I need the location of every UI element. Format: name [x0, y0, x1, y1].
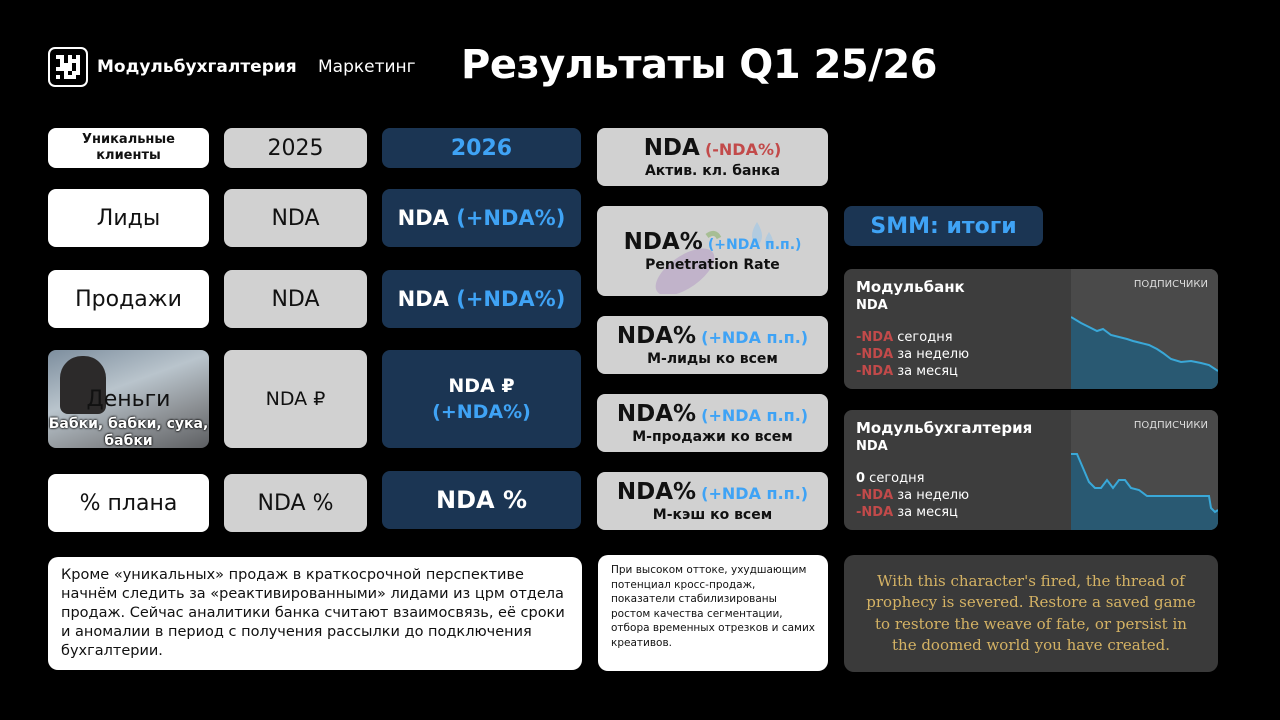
metric-penetration-rate: NDA% (+NDA п.п.) Penetration Rate — [597, 206, 828, 296]
row-label-sales: Продажи — [48, 270, 209, 328]
subscribers-chart — [1071, 410, 1218, 530]
smm-stat-today: -NDA сегодня — [856, 330, 953, 345]
smm-stat-month: -NDA за месяц — [856, 505, 958, 520]
smm-stat-week: -NDA за неделю — [856, 347, 970, 362]
row-label-leads: Лиды — [48, 189, 209, 247]
money-2026: NDA ₽ (+NDA%) — [382, 350, 581, 448]
note-cross-sales: При высоком оттоке, ухудшающим потенциал кросс-продаж, показатели стабилизированы ростом качества сегментации, отбора временных отрезков и самих креативов. — [598, 555, 828, 671]
plan-2025: NDA % — [224, 474, 367, 532]
money-2025: NDA ₽ — [224, 350, 367, 448]
smm-card-value: NDA — [856, 439, 888, 454]
row-label-money: Деньги — [86, 387, 171, 412]
year-prev-header: 2025 — [224, 128, 367, 168]
smm-card-modulbuh — [844, 410, 1218, 530]
brand-name: Модульбухгалтерия — [97, 57, 297, 77]
table-header-label: Уникальные клиенты — [48, 128, 209, 168]
qr-logo-icon — [48, 47, 88, 87]
smm-card-name: Модульбанк — [856, 278, 965, 296]
leads-2025: NDA — [224, 189, 367, 247]
chart-label: ПОДПИСЧИКИ — [1133, 279, 1208, 290]
page-title: Результаты Q1 25/26 — [461, 42, 938, 88]
subscribers-area — [1071, 410, 1218, 530]
subscribers-area — [1071, 269, 1218, 389]
plan-2026: NDA % — [382, 471, 581, 529]
money-meme-image — [48, 350, 209, 448]
smm-card-value: NDA — [856, 298, 888, 313]
smm-title: SMM: итоги — [844, 206, 1043, 246]
smm-stat-week: -NDA за неделю — [856, 488, 970, 503]
metric-m-leads: NDA% (+NDA п.п.) М-лиды ко всем — [597, 316, 828, 374]
metric-active-clients: NDA (-NDA%) Актив. кл. банка — [597, 128, 828, 186]
meme-caption: Бабки, бабки, сука, бабки — [48, 416, 209, 448]
sales-2026: NDA (+NDA%) — [382, 270, 581, 328]
smm-stat-month: -NDA за месяц — [856, 364, 958, 379]
smm-stat-today: 0 сегодня — [856, 471, 925, 486]
subscribers-chart — [1071, 269, 1218, 389]
row-label-plan: % плана — [48, 474, 209, 532]
smm-card-modulbank — [844, 269, 1218, 389]
leads-2026: NDA (+NDA%) — [382, 189, 581, 247]
game-quote: With this character's fired, the thread of prophecy is severed. Restore a saved game to restore the weave of fate, or persist in the doomed world you have created. — [844, 555, 1218, 672]
sales-2025: NDA — [224, 270, 367, 328]
metric-m-sales: NDA% (+NDA п.п.) М-продажи ко всем — [597, 394, 828, 452]
smm-card-name: Модульбухгалтерия — [856, 419, 1033, 437]
year-curr-header: 2026 — [382, 128, 581, 168]
metric-m-cash: NDA% (+NDA п.п.) М-кэш ко всем — [597, 472, 828, 530]
chart-label: ПОДПИСЧИКИ — [1133, 420, 1208, 431]
note-reactivated-leads: Кроме «уникальных» продаж в краткосрочной перспективе начнём следить за «реактивированными» лидами из црм отдела продаж. Сейчас аналитики банка считают взаимосвязь, её сроки и аномалии в период с получения рассылки до подключения бухгалтерии. — [48, 557, 582, 670]
department-label: Маркетинг — [318, 57, 416, 77]
